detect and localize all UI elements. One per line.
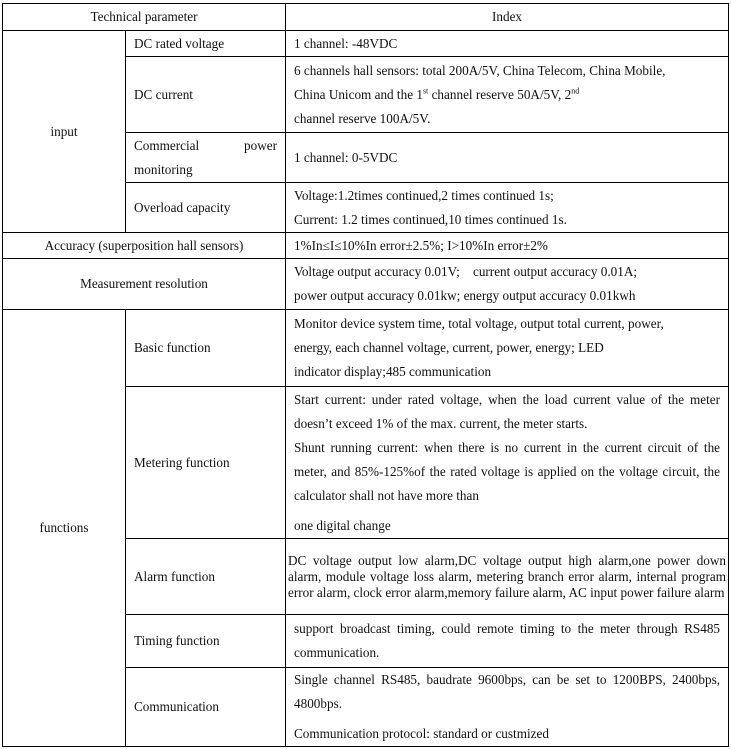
- table-row: [3, 31, 729, 57]
- timing-function-value: [286, 615, 729, 668]
- commercial-power-label-line-1: [134, 134, 277, 158]
- commercial-power-value: 1 channel: 0-5VDC: [286, 133, 729, 183]
- communication-value: [286, 668, 729, 747]
- table-row: [3, 259, 729, 310]
- dc-current-text: channel reserve 50A/5V, 2: [428, 86, 572, 102]
- basic-function-value: [286, 310, 729, 387]
- resolution-label: Measurement resolution: [3, 259, 286, 310]
- basic-function-line-2: energy, each channel voltage, current, power, energy; LED: [294, 340, 604, 355]
- overload-line-2: Current: 1.2 times continued,10 times continued 1s.: [294, 211, 567, 227]
- metering-para-3: one digital change: [294, 517, 391, 533]
- basic-function-label: Basic function: [126, 310, 286, 387]
- header-index: Index: [286, 4, 729, 31]
- spec-page: [2, 3, 728, 745]
- table-row: [3, 310, 729, 387]
- resolution-value: [286, 259, 729, 310]
- alarm-function-value: DC voltage output low alarm,DC voltage output high alarm,one power down alarm, module voltage loss alarm, metering branch error alarm, internal program error alarm, clock error alarm,memory failure alarm, AC input power failure alarm: [286, 539, 729, 615]
- communication-para-1: Single channel RS485, baudrate 9600bps, can be set to 1200BPS, 2400bps, 4800bps.: [294, 672, 721, 711]
- alarm-function-label: Alarm function: [126, 539, 286, 615]
- functions-group-label: functions: [3, 310, 126, 747]
- communication-label: Communication: [126, 668, 286, 747]
- label-word: Commercial: [134, 137, 200, 153]
- overload-label: Overload capacity: [126, 183, 286, 233]
- basic-function-line-3: indicator display;485 communication: [294, 364, 492, 379]
- dc-current-label: DC current: [126, 57, 286, 133]
- dc-current-text: China Unicom and the 1: [294, 86, 423, 102]
- table-row: [3, 233, 729, 259]
- resolution-line-2: power output accuracy 0.01kw; energy output accuracy 0.01kwh: [294, 288, 636, 303]
- dc-current-line-2: [294, 83, 720, 107]
- overload-value: [286, 183, 729, 233]
- accuracy-value: 1%In≤I≤10%In error±2.5%; I>10%In error±2%: [286, 233, 729, 259]
- timing-function-label: Timing function: [126, 615, 286, 668]
- communication-para-2: Communication protocol: standard or custmized: [294, 726, 549, 741]
- dc-current-value: [286, 57, 729, 133]
- commercial-power-label: [126, 133, 286, 183]
- technical-parameter-table: [2, 3, 729, 747]
- metering-function-value: [286, 387, 729, 539]
- header-parameter: Technical parameter: [3, 4, 286, 31]
- overload-line-1: Voltage:1.2times continued,2 times continued 1s;: [294, 187, 554, 203]
- metering-para-1: Start current: under rated voltage, when the load current value of the meter doesn’t exceed 1% of the max. current, the meter starts.: [294, 391, 721, 431]
- metering-function-label: Metering function: [126, 387, 286, 539]
- resolution-line-1: Voltage output accuracy 0.01V; current output accuracy 0.01A;: [294, 264, 638, 279]
- metering-para-2: Shunt running current: when there is no current in the current circuit of the meter, and 85%-125%of the rated voltage is applied on the voltage circuit, the calculator shall not have more than: [294, 439, 721, 503]
- ordinal-suffix: st: [422, 86, 429, 96]
- dc-current-line-1: 6 channels hall sensors: total 200A/5V, China Telecom, China Mobile,: [294, 62, 666, 78]
- basic-function-line-1: Monitor device system time, total voltage, output total current, power,: [294, 316, 664, 331]
- header-row: [3, 4, 729, 31]
- accuracy-label: Accuracy (superposition hall sensors): [3, 233, 286, 259]
- dc-current-line-3: channel reserve 100A/5V.: [294, 110, 431, 126]
- ordinal-suffix: nd: [571, 86, 580, 96]
- timing-text: support broadcast timing, could remote timing to the meter through RS485 communication.: [294, 621, 721, 660]
- label-word: power: [244, 137, 278, 153]
- rated-voltage-value: 1 channel: -48VDC: [286, 31, 729, 57]
- commercial-power-label-line-2: monitoring: [134, 161, 193, 177]
- rated-voltage-label: DC rated voltage: [126, 31, 286, 57]
- input-group-label: input: [3, 31, 126, 233]
